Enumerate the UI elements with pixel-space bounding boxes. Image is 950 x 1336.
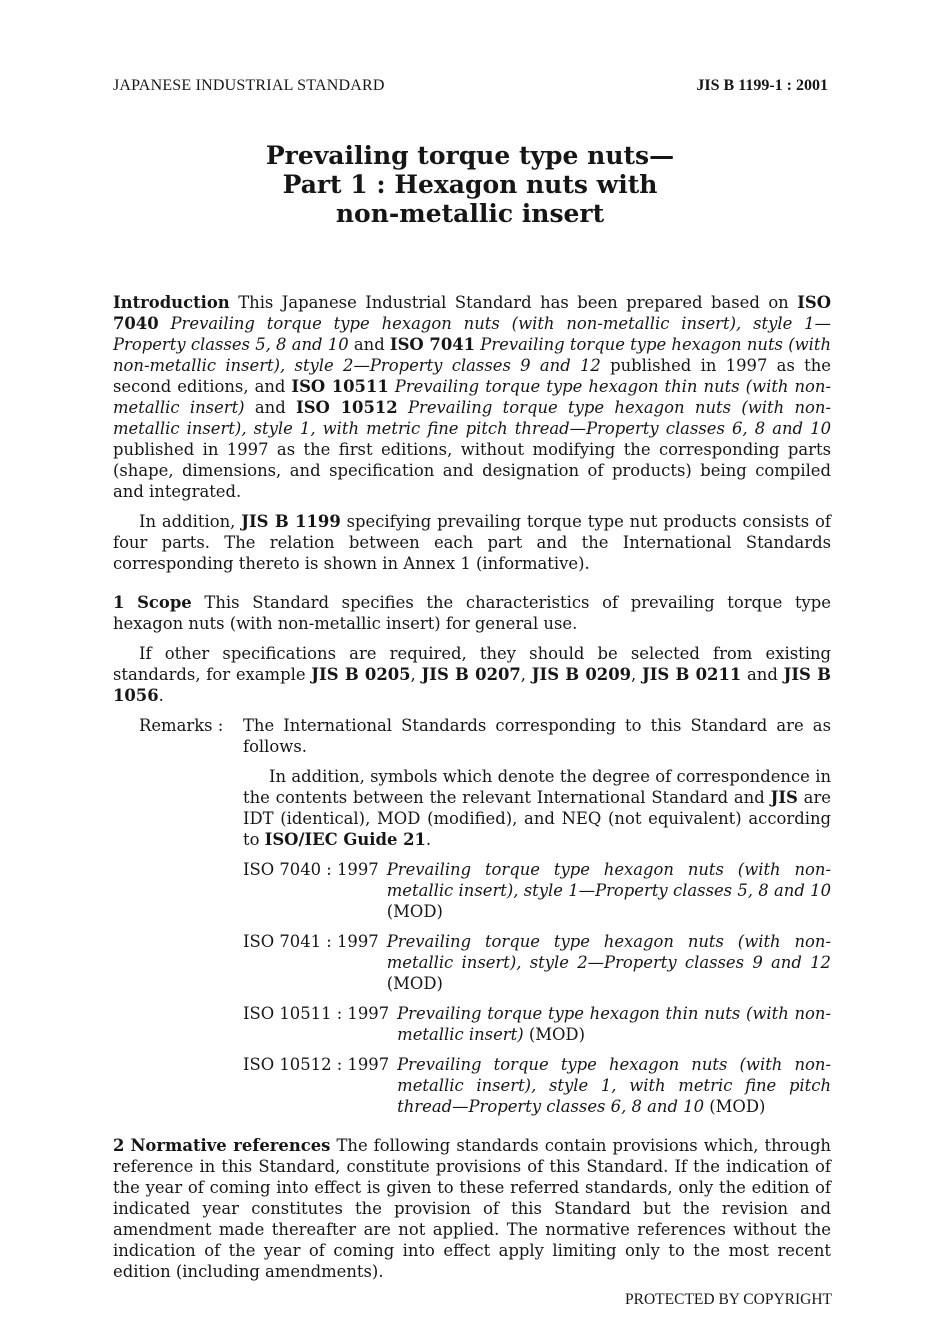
reference-description bbox=[387, 931, 831, 994]
text-run: In addition, symbols which denote the degree of correspondence in the contents between the relevant International Standard and bbox=[243, 767, 831, 807]
text-run: ISO 10512 bbox=[296, 398, 398, 417]
scope-text: This Standard specifies the characteristics of prevailing torque type hexagon nuts (with non-metallic insert) for general use. bbox=[113, 593, 831, 633]
scope-paragraph-2 bbox=[113, 643, 831, 706]
reference-description bbox=[387, 859, 831, 922]
text-run: specifying prevailing torque type nut products consists of four parts. The relation between each part and the International Standards corresponding thereto is shown in Annex 1 (informative). bbox=[113, 512, 831, 573]
text-run: JIS B 0207 bbox=[421, 665, 521, 684]
reference-item bbox=[243, 1003, 831, 1045]
intro-p2-runs bbox=[113, 512, 831, 573]
text-run: JIS B 1199 bbox=[241, 512, 341, 531]
text-run: published in 1997 as the first editions, without modifying the corresponding parts (shape, dimensions, and specification and designation of products) being compiled and integrated. bbox=[113, 440, 831, 501]
standard-number: JIS B 1199-1 : 2001 bbox=[696, 77, 828, 94]
title-line-2: Part 1 : Hexagon nuts with bbox=[282, 170, 658, 199]
text-run: and bbox=[348, 335, 390, 354]
scope-heading: Scope bbox=[137, 593, 192, 612]
reference-mark: (MOD) bbox=[386, 974, 443, 993]
normative-number: 2 bbox=[113, 1136, 125, 1155]
scope-p2-runs bbox=[113, 644, 831, 705]
text-run: Prevailing torque type hexagon nuts (with non-metallic insert), style 2—Property classes 9 and 12 bbox=[113, 335, 831, 375]
text-run: ISO 7040 bbox=[113, 293, 831, 333]
text-run: ISO 10511 bbox=[291, 377, 389, 396]
text-run: JIS bbox=[770, 788, 798, 807]
reference-mark: (MOD) bbox=[704, 1097, 766, 1116]
text-run: , bbox=[631, 665, 642, 684]
normative-text: The following standards contain provisions which, through reference in this Standard, constitute provisions of this Standard. If the indication of the year of coming into effect is given to these referred standards, only the edition of indicated year constitutes the provision of this Standard but the revision and amendment made thereafter are not applied. The normative references without the indication of the year of coming into effect apply limiting only to the most recent edition (including amendments). bbox=[113, 1136, 831, 1281]
reference-code: ISO 7041 : 1997 bbox=[243, 932, 379, 951]
reference-item bbox=[243, 1054, 831, 1117]
text-run: and bbox=[741, 665, 784, 684]
reference-title: Prevailing torque type hexagon thin nuts (with non-metallic insert) bbox=[397, 1004, 831, 1044]
remarks-p2-runs bbox=[243, 767, 831, 849]
remarks-block bbox=[113, 715, 831, 1117]
reference-title: Prevailing torque type hexagon nuts (with non-metallic insert), style 1—Property classes 5, 8 and 10 bbox=[386, 860, 831, 900]
text-run: ISO/IEC Guide 21 bbox=[264, 830, 426, 849]
normative-heading: Normative references bbox=[130, 1136, 331, 1155]
text-run: , bbox=[410, 665, 422, 684]
intro-paragraph-2 bbox=[113, 511, 831, 574]
text-run: Prevailing torque type hexagon nuts (with non-metallic insert), style 1, with metric fine pitch thread—Property classes 6, 8 and 10 bbox=[113, 398, 831, 438]
document-body bbox=[113, 292, 831, 1282]
text-run: JIS B 0209 bbox=[531, 665, 632, 684]
copyright-notice: PROTECTED BY COPYRIGHT bbox=[625, 1291, 832, 1308]
reference-title: Prevailing torque type hexagon nuts (with non-metallic insert), style 1, with metric fine pitch thread—Property classes 6, 8 and 10 bbox=[397, 1055, 831, 1116]
text-run: and bbox=[244, 398, 297, 417]
reference-mark: (MOD) bbox=[386, 902, 443, 921]
text-run: published in 1997 as the second editions, and bbox=[113, 356, 831, 396]
reference-description bbox=[397, 1054, 831, 1117]
reference-mark: (MOD) bbox=[523, 1025, 585, 1044]
reference-description bbox=[397, 1003, 831, 1045]
reference-code: ISO 7040 : 1997 bbox=[243, 860, 379, 879]
intro-p1-runs bbox=[113, 293, 831, 501]
text-run: If other specifications are required, they should be selected from existing standards, for example bbox=[113, 644, 831, 684]
normative-paragraph bbox=[113, 1135, 831, 1282]
title-line-1: Prevailing torque type nuts— bbox=[265, 141, 675, 170]
intro-paragraph-1 bbox=[113, 292, 831, 502]
reference-item bbox=[243, 931, 831, 994]
text-run: . bbox=[425, 830, 432, 849]
reference-code: ISO 10511 : 1997 bbox=[243, 1004, 390, 1023]
intro-heading: Introduction bbox=[113, 293, 230, 312]
remarks-body bbox=[243, 715, 831, 1117]
text-run: are IDT (identical), MOD (modified), and NEQ (not equivalent) according to bbox=[243, 788, 831, 849]
text-run: JIS B 0211 bbox=[642, 665, 742, 684]
text-run: ISO 7041 bbox=[389, 335, 476, 354]
remarks-paragraph-1: The International Standards corresponding to this Standard are as follows. bbox=[243, 716, 831, 756]
text-run: Prevailing torque type hexagon nuts (with non-metallic insert), style 1—Property classes 5, 8 and 10 bbox=[113, 314, 831, 354]
text-run: Prevailing torque type hexagon thin nuts (with non-metallic insert) bbox=[113, 377, 832, 417]
text-run: . bbox=[158, 686, 164, 705]
reference-item bbox=[243, 859, 831, 922]
text-run: , bbox=[520, 665, 532, 684]
text-run: In addition, bbox=[139, 512, 242, 531]
standard-category: JAPANESE INDUSTRIAL STANDARD bbox=[113, 77, 385, 94]
scope-paragraph-1 bbox=[113, 592, 831, 634]
reference-code: ISO 10512 : 1997 bbox=[243, 1055, 390, 1074]
text-run: JIS B 0205 bbox=[311, 665, 411, 684]
reference-title: Prevailing torque type hexagon nuts (with non-metallic insert), style 2—Property classes 9 and 12 bbox=[386, 932, 831, 972]
title-line-3: non-metallic insert bbox=[335, 199, 605, 228]
remarks-paragraph-2 bbox=[243, 766, 831, 850]
scope-number: 1 bbox=[113, 593, 125, 612]
text-run: JIS B 1056 bbox=[113, 665, 831, 705]
text-run: This Japanese Industrial Standard has been prepared based on bbox=[229, 293, 798, 312]
document-title bbox=[180, 141, 760, 228]
remarks-label: Remarks : bbox=[139, 716, 224, 735]
